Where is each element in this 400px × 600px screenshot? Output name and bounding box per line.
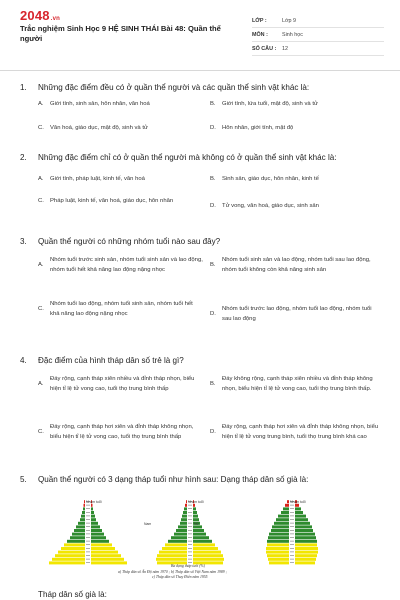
option-a[interactable] [38,175,203,185]
pyramid-c-bar-right [295,507,301,510]
pyramid-c-age-tick [290,523,294,524]
meta-key: SỐ CÂU : [252,45,277,52]
pyramid-c-age-tick [290,544,294,545]
pyramid-a-bar-left [84,500,85,503]
pyramid-a-bar-left [64,543,85,546]
pyramid-c-age-tick [290,519,294,520]
pyramid-c-age-tick [290,508,294,509]
pyramid-c-bar-right [295,533,315,536]
pyramid-b-bar-left [156,558,187,561]
pyramid-a-age-tick [86,512,90,513]
female-label: Nữ [194,522,199,526]
option-text: Nhóm tuổi trước sinh sản, nhóm tuổi sinh sản và lao động, nhóm tuổi hết khả năng lao động nặng nhọc [50,257,203,273]
pyramid-b-bar-left [181,518,187,521]
pyramid-a-bar-left [61,547,85,550]
pyramid-a-age-tick [86,537,90,538]
pyramid-b-age-tick [188,555,192,556]
meta-value: Sinh học [282,31,303,38]
pyramid-b-bar-right [193,543,215,546]
option-text: Nhóm tuổi trước lao động, nhóm tuổi lao động, nhóm tuổi sau lao động [222,306,372,322]
pyramid-a-bar-left [67,540,85,543]
pyramid-b-age-tick [188,537,192,538]
pyramid-c-bar-left [274,522,289,525]
pyramid-label-c: Nhóm tuổi [290,500,306,504]
option-letter: B. [210,101,216,107]
option-text: Tử vong, văn hoá, giáo dục, sinh sản [222,203,319,209]
pyramid-b-bar-right [193,536,209,539]
question-text: Quần thể người có 3 dạng tháp tuổi như hình sau: Dạng tháp dân số già là: [38,475,309,484]
pyramid-c-age-tick [290,530,294,531]
option-letter: C. [38,198,44,204]
pyramid-a-bar-left [83,507,85,510]
pyramid-c-bar-left [276,518,289,521]
logo-suffix: .vn [50,16,61,22]
pyramid-b-bar-right [193,507,196,510]
question-number: 3. [20,237,27,246]
option-c[interactable] [38,300,203,319]
meta-row-subject [252,28,384,42]
pyramid-c-bar-left [278,515,289,518]
pyramid-c-age-tick [290,505,294,506]
meta-row-grade [252,14,384,28]
option-letter: C. [38,428,44,435]
option-d[interactable] [210,305,380,324]
pyramid-c-bar-left [268,558,289,561]
option-b[interactable] [210,375,380,394]
pyramid-c-bar-left [267,543,289,546]
pyramid-a-bar-left [80,518,85,521]
pyramid-b-age-tick [188,516,192,517]
pyramid-a-bar-left [52,558,85,561]
pyramid-a-bar-right [91,525,100,528]
pyramid-c-bar-right [295,561,315,564]
pyramid-c-age-tick [290,541,294,542]
pyramid-b-bar-right [193,504,195,507]
option-letter: A. [38,380,44,387]
pyramid-b-bar-right [193,540,212,543]
pyramid-c-age-axis [290,497,295,565]
figure-axis-caption: Ba dạng tháp tuổi (%) [171,564,205,568]
pyramid-a-age-tick [86,505,90,506]
question-4 [20,355,380,366]
pyramid-c-bar-right [295,540,317,543]
document-title: Trắc nghiệm Sinh Học 9 HỆ SINH THÁI Bài 48: Quần thể người [20,24,221,43]
pyramid-c-bar-left [283,507,289,510]
meta-key: LỚP : [252,17,267,24]
pyramid-c-bar-right [295,511,303,514]
meta-value: Lớp 9 [282,17,297,24]
pyramid-label-a: Nhóm tuổi [86,500,102,504]
pyramid-a-bar-right [91,561,127,564]
pyramid-a-bar-right [91,551,118,554]
pyramid-a-bar-left [84,504,86,507]
pyramid-c-age-tick [290,555,294,556]
pyramid-b-bar-left [171,536,187,539]
question-number: 5. [20,475,27,484]
pyramid-a-bar-left [74,529,85,532]
pyramid-c-bar-right [295,543,317,546]
pyramid-c-age-tick [290,534,294,535]
pyramid-a-age-tick [86,559,90,560]
option-d[interactable] [210,423,380,442]
pyramid-c-bar-right [295,536,316,539]
pyramid-c-bar-right [295,558,316,561]
pyramid-a-bar-left [49,561,85,564]
pyramid-b-bar-left [180,522,187,525]
question-3 [20,236,380,247]
pyramid-b-bar-right [193,551,221,554]
pyramid-b-bar-left [174,533,187,536]
pyramid-b-age-tick [188,505,192,506]
pyramid-a-bar-left [76,525,85,528]
pyramid-c-bar-right [295,551,318,554]
pyramid-c-age-tick [290,559,294,560]
option-d[interactable] [210,202,380,212]
pyramid-b-age-tick [188,562,192,563]
pyramid-b-age-tick [188,530,192,531]
pyramid-a-age-tick [86,555,90,556]
pyramid-a-bar-left [70,536,85,539]
pyramid-c-bar-left [272,525,289,528]
pyramid-a-age-tick [86,519,90,520]
option-text: Giới tính, lứa tuổi, mật độ, sinh và tử [222,101,318,107]
question-5 [20,474,380,485]
pyramid-a-age-tick [86,534,90,535]
pyramid-b-bar-left [186,500,187,503]
pyramid-c-bar-left [269,533,289,536]
pyramid-b-bar-left [157,554,187,557]
pyramid-a-bar-right [91,518,96,521]
pyramid-c-bar-right [295,504,299,507]
pyramid-a-bar-right [91,515,95,518]
pyramid-a-age-tick [86,508,90,509]
pyramid-b-age-tick [188,559,192,560]
option-c[interactable] [38,423,203,442]
option-d[interactable] [210,124,380,134]
pyramid-a-age-tick [86,530,90,531]
pyramid-b-bar-left [165,543,187,546]
pyramid-c-bar-left [269,561,289,564]
pyramid-a-age-tick [86,544,90,545]
pyramid-a-bar-right [91,507,93,510]
pyramid-a-age-tick [86,526,90,527]
option-text: Đáy rộng, cạnh tháp hơi xiên và đỉnh tháp không nhọn, biểu hiện tỉ lệ tử vong trung bình, tuổi thọ trung bình khá cao [222,424,379,440]
age-pyramids-image [36,497,354,567]
pyramid-a-bar-right [91,522,98,525]
pyramid-c-bar-left [285,504,289,507]
option-text: Đáy rộng, cạnh tháp xiên nhiều và đỉnh tháp nhọn, biểu hiện tỉ lệ tử vong cao, tuổi thọ trung bình thấp [50,376,195,392]
meta-key: MÔN : [252,31,268,38]
pyramid-b-bar-right [193,554,223,557]
pyramid-b-age-tick [188,519,192,520]
pyramid-a-bar-right [91,543,112,546]
pyramid-a-age-tick [86,541,90,542]
pyramid-c-bar-right [295,515,306,518]
pyramid-b-bar-right [193,558,224,561]
pyramid-b-bar-right [193,518,199,521]
pyramid-a-age-tick [86,523,90,524]
question-1 [20,82,380,93]
pyramid-c-age-tick [290,526,294,527]
pyramid-a-bar-left [72,533,85,536]
pyramid-c-bar-left [268,536,289,539]
option-b[interactable] [210,100,380,110]
figure-caption-line-1: a) Tháp dân số Ấn Độ năm 1970 ; b) Tháp dân số Việt Nam năm 1989 ; [118,570,227,574]
pyramid-a-bar-right [91,536,106,539]
pyramid-b-bar-left [168,540,187,543]
pyramid-a-bar-right [91,529,102,532]
option-letter: B. [210,261,216,268]
male-label: Nam [144,522,152,526]
pyramid-b-age-tick [188,541,192,542]
pyramid-c-bar-right [295,518,308,521]
pyramid-a-age-tick [86,516,90,517]
pyramid-b-bar-left [185,504,187,507]
pyramid-b-bar-left [178,525,187,528]
pyramid-a-bar-right [91,540,109,543]
pyramid-b-bar-left [176,529,187,532]
pyramid-b-age-tick [188,544,192,545]
option-text: Hôn nhân, giới tính, mật độ [222,125,294,131]
pyramid-b-age-tick [188,548,192,549]
pyramid-a-bar-left [55,554,85,557]
question-number: 1. [20,83,27,92]
pyramid-a-age-axis [86,497,91,565]
pyramid-b-age-tick [188,526,192,527]
pyramid-c-bar-left [266,551,289,554]
next-question-stem: Tháp dân số già là: [38,590,107,599]
pyramid-a-bar-left [78,522,85,525]
question-text: Quần thể người có những nhóm tuổi nào sau đây? [38,237,221,246]
pyramid-c-bar-left [266,547,289,550]
option-letter: B. [210,176,216,182]
option-c[interactable] [38,124,203,134]
option-text: Giới tính, sinh sản, hôn nhân, văn hoá [50,101,150,107]
option-text: Giới tính, pháp luật, kinh tế, văn hoá [50,176,145,182]
pyramid-b-age-axis [188,497,193,565]
figure-caption-line-2: c) Tháp dân số Thuỵ Điển năm 1955 [152,575,208,579]
meta-row-question-count [252,42,384,56]
pyramid-c-age-tick [290,548,294,549]
option-letter: A. [38,261,44,268]
logo-text: 2048 [20,8,50,23]
pyramid-b-bar-left [183,511,187,514]
question-number: 4. [20,356,27,365]
option-text: Nhóm tuổi lao động, nhóm tuổi sinh sản, nhóm tuổi hết khả năng lao động nặng nhọc [50,301,193,317]
pyramid-b-bar-right [193,547,218,550]
meta-value: 12 [282,45,288,52]
option-b[interactable] [210,175,380,185]
pyramid-label-b: Nhóm tuổi [188,500,204,504]
option-c[interactable] [38,197,206,207]
pyramid-b-age-tick [188,523,192,524]
pyramid-b-bar-left [182,515,187,518]
pyramid-a-bar-right [91,533,104,536]
option-letter: B. [210,380,216,387]
pyramid-c-bar-left [267,540,289,543]
option-letter: D. [210,428,216,435]
pyramid-c-bar-left [287,500,289,503]
option-letter: C. [38,305,44,312]
option-b[interactable] [210,256,380,275]
pyramid-c-bar-left [271,529,289,532]
question-2 [20,152,380,163]
option-text: Văn hoá, giáo dục, mật độ, sinh và tử [50,125,148,131]
pyramid-b-age-tick [188,534,192,535]
pyramid-c-bar-right [295,529,313,532]
document-meta [252,14,384,56]
option-text: Pháp luật, kinh tế, văn hoá, giáo dục, hôn nhân [50,198,174,204]
question-text: Những đặc điểm đều có ở quần thể người và các quần thể sinh vật khác là: [38,83,310,92]
pyramid-b-bar-right [193,515,198,518]
pyramid-b-age-tick [188,552,192,553]
pyramid-a-bar-left [58,551,85,554]
pyramid-b-bar-right [193,533,206,536]
pyramid-b-age-tick [188,512,192,513]
option-text: Sinh sản, giáo dục, hôn nhân, kinh tế [222,176,319,182]
pyramid-a-age-tick [86,548,90,549]
option-text: Đáy không rộng, cạnh tháp xiên nhiều và đỉnh tháp không nhọn, biểu hiện tỉ lệ tử vong cao, tuổi thọ trung bình thấp. [222,376,373,392]
option-text: Nhóm tuổi sinh sản và lao động, nhóm tuổi sau lao động, nhóm tuổi không còn khả năng sinh sản [222,257,371,273]
pyramid-b-bar-left [162,547,187,550]
option-letter: A. [38,101,44,107]
pyramid-c-bar-right [295,525,312,528]
question-text: Những đặc điểm chỉ có ở quần thể người mà không có ở quần thể sinh vật khác là: [38,153,337,162]
pyramid-b-bar-left [159,551,187,554]
pyramid-c-bar-right [295,554,317,557]
pyramid-b-bar-right [193,529,204,532]
pyramid-a-bar-left [81,515,85,518]
option-a[interactable] [38,375,203,394]
header-divider [0,70,400,71]
pyramid-b-bar-left [184,507,187,510]
pyramid-a-age-tick [86,552,90,553]
pyramid-a-bar-right [91,547,115,550]
pyramid-b-bar-right [193,511,197,514]
option-a[interactable] [38,256,203,275]
pyramid-c-age-tick [290,537,294,538]
question-number: 2. [20,153,27,162]
pyramid-a-bar-right [91,504,93,507]
pyramid-a-bar-right [91,511,94,514]
option-letter: A. [38,176,44,182]
pyramid-c-bar-left [281,511,289,514]
pyramid-c-age-tick [290,512,294,513]
pyramid-c-bar-right [295,522,310,525]
option-a[interactable] [38,100,203,110]
pyramid-a-age-tick [86,562,90,563]
option-letter: D. [210,203,216,209]
option-text: Đáy rộng, cạnh tháp hơi xiên và đỉnh tháp không nhọn, biểu hiện tỉ lệ tử vong cao, tuổi thọ trung bình thấp [50,424,194,440]
pyramid-c-bar-left [267,554,289,557]
pyramid-c-bar-right [295,547,318,550]
option-letter: D. [210,125,216,131]
pyramid-b-age-tick [188,508,192,509]
pyramid-c-age-tick [290,552,294,553]
pyramid-a-bar-right [91,558,124,561]
option-letter: D. [210,310,216,317]
pyramid-c-age-tick [290,562,294,563]
pyramid-a-bar-left [82,511,85,514]
pyramid-a-bar-right [91,554,121,557]
option-letter: C. [38,125,44,131]
question-text: Đặc điểm của hình tháp dân số trẻ là gì? [38,356,184,365]
pyramid-c-age-tick [290,516,294,517]
